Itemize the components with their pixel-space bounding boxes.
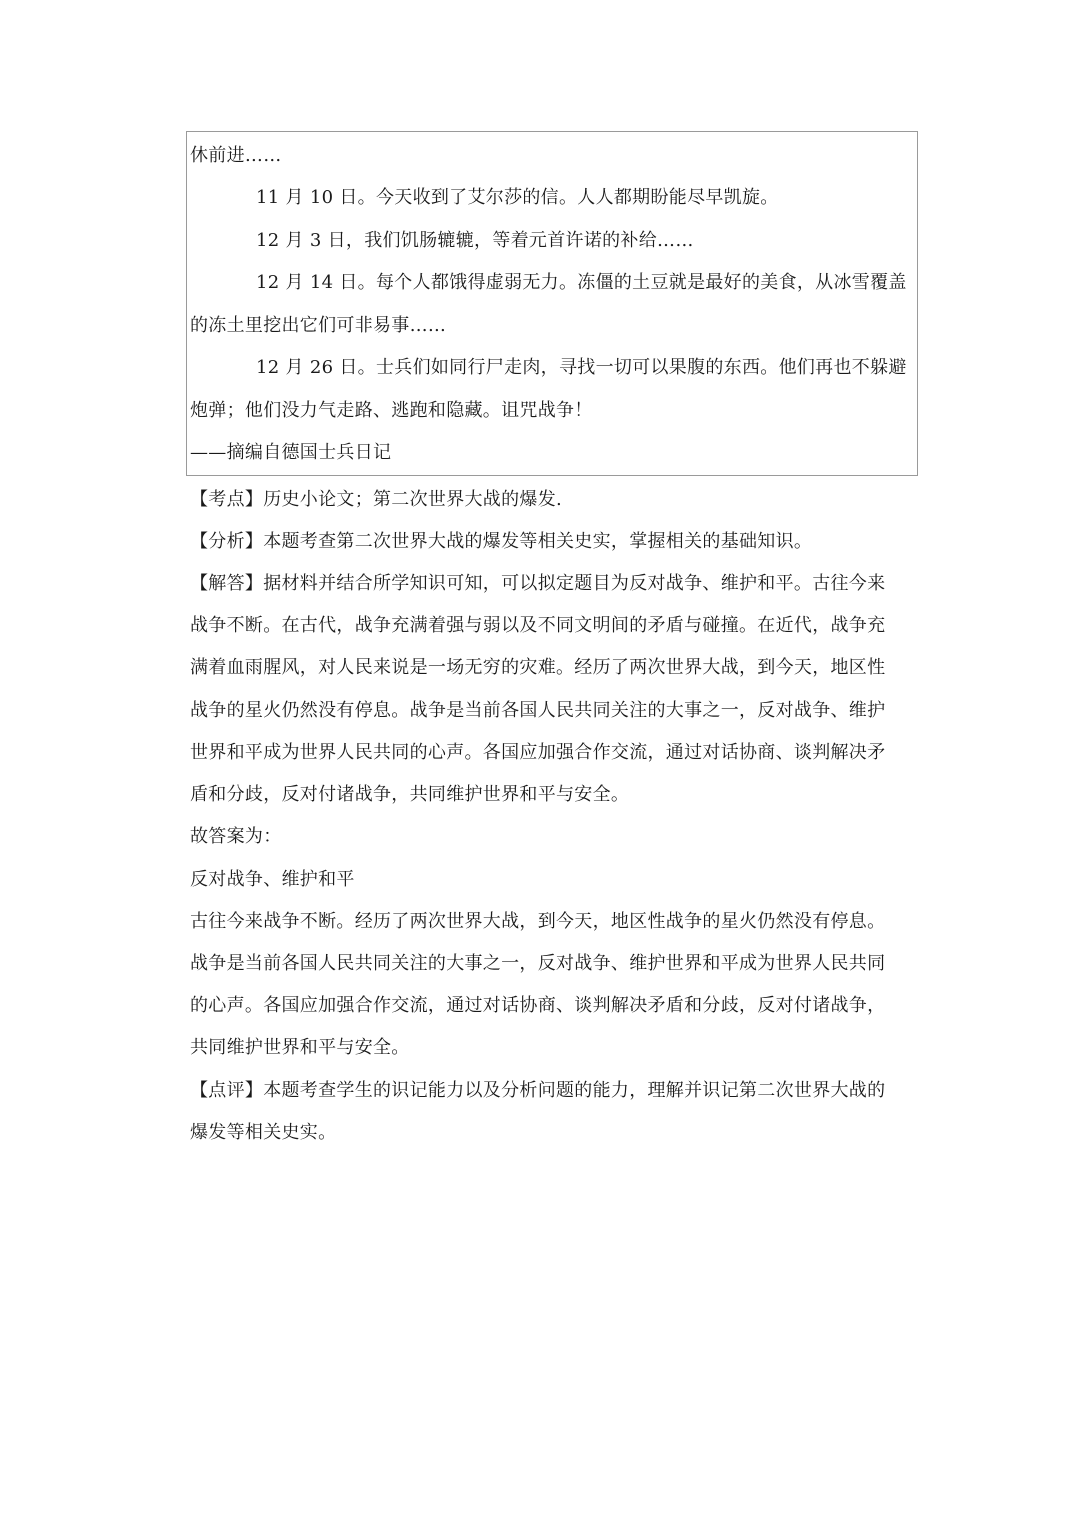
material-line: 的冻土里挖出它们可非易事…… <box>190 315 447 336</box>
essay-line: 共同维护世界和平与安全。 <box>190 1037 410 1058</box>
dianping-line: 【点评】本题考查学生的识记能力以及分析问题的能力，理解并识记第二次世界大战的 <box>190 1080 886 1101</box>
essay-line: 战争是当前各国人民共同关注的大事之一，反对战争、维护世界和平成为世界人民共同 <box>190 953 886 974</box>
jieda-line: 盾和分歧，反对付诸战争，共同维护世界和平与安全。 <box>190 784 630 805</box>
jieda-line: 战争不断。在古代，战争充满着强与弱以及不同文明间的矛盾与碰撞。在近代，战争充 <box>190 615 886 636</box>
kaodian-line: 【考点】历史小论文；第二次世界大战的爆发. <box>190 489 563 510</box>
essay-title: 反对战争、维护和平 <box>190 869 355 890</box>
jieda-line: 满着血雨腥风，对人民来说是一场无穷的灾难。经历了两次世界大战，到今天，地区性 <box>190 657 886 678</box>
material-line: 12 月 14 日。每个人都饿得虚弱无力。冻僵的土豆就是最好的美食，从冰雪覆盖 <box>256 272 907 293</box>
material-line: 休前进…… <box>190 145 282 166</box>
material-box <box>186 131 918 476</box>
fenxi-line: 【分析】本题考查第二次世界大战的爆发等相关史实，掌握相关的基础知识。 <box>190 531 813 552</box>
jieda-line: 战争的星火仍然没有停息。战争是当前各国人民共同关注的大事之一，反对战争、维护 <box>190 700 886 721</box>
material-line: 11 月 10 日。今天收到了艾尔莎的信。人人都期盼能尽早凯旋。 <box>256 187 779 208</box>
jieda-line: 【解答】据材料并结合所学知识可知，可以拟定题目为反对战争、维护和平。古往今来 <box>190 573 886 594</box>
essay-line: 的心声。各国应加强合作交流，通过对话协商、谈判解决矛盾和分歧，反对付诸战争， <box>190 995 886 1016</box>
gudaan-line: 故答案为： <box>190 826 282 847</box>
essay-line: 古往今来战争不断。经历了两次世界大战，到今天，地区性战争的星火仍然没有停息。 <box>190 911 886 932</box>
material-line: 12 月 26 日。士兵们如同行尸走肉，寻找一切可以果腹的东西。他们再也不躲避 <box>256 357 907 378</box>
dianping-line: 爆发等相关史实。 <box>190 1122 337 1143</box>
material-source: ——摘编自德国士兵日记 <box>190 442 392 463</box>
material-line: 炮弹；他们没力气走路、逃跑和隐藏。诅咒战争！ <box>190 400 593 421</box>
material-line: 12 月 3 日，我们饥肠辘辘，等着元首许诺的补给…… <box>256 230 694 251</box>
jieda-line: 世界和平成为世界人民共同的心声。各国应加强合作交流，通过对话协商、谈判解决矛 <box>190 742 886 763</box>
